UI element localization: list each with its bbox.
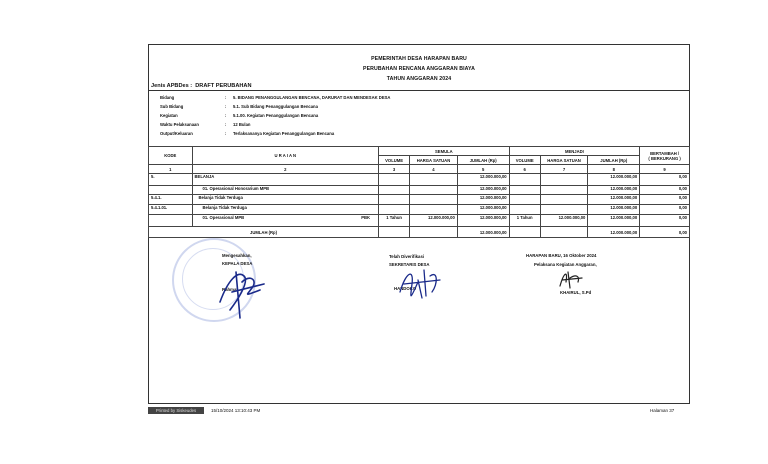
table-row bbox=[149, 195, 690, 205]
info-colon: : bbox=[225, 113, 227, 118]
empty-cell bbox=[509, 227, 540, 238]
sig-left-title1: Mengesahkan, bbox=[222, 253, 252, 258]
info-colon: : bbox=[225, 95, 227, 100]
info-subbidang-label: Sub Bidang bbox=[160, 104, 184, 109]
row-uraian-text: 01. Operasional Honorarium MPB bbox=[202, 186, 270, 191]
row-selisih: 0,00 bbox=[640, 205, 690, 215]
col-volume-semula: VOLUME bbox=[379, 156, 410, 165]
row-harga-semula bbox=[410, 186, 458, 195]
row-harga-menjadi bbox=[540, 195, 588, 205]
row-kode: 5. bbox=[149, 174, 193, 186]
total-label: JUMLAH (Rp) bbox=[149, 227, 379, 238]
row-harga-menjadi bbox=[540, 205, 588, 215]
empty-cell bbox=[410, 227, 458, 238]
info-waktu-value: 12 Bulan bbox=[233, 122, 251, 127]
col-num: 5 bbox=[457, 165, 509, 174]
printed-by-badge: Printed by Siskeudes bbox=[148, 407, 204, 414]
row-harga-menjadi bbox=[540, 186, 588, 195]
info-output-value: Terlaksananya Kegiatan Penanggulangan Bencana bbox=[233, 131, 335, 136]
col-jumlah-semula: JUMLAH (Rp) bbox=[457, 156, 509, 165]
col-bertambah: BERTAMBAH / bbox=[650, 150, 680, 156]
table-row bbox=[149, 186, 690, 195]
row-uraian bbox=[192, 174, 379, 186]
row-kode bbox=[149, 215, 193, 227]
row-volume-menjadi bbox=[509, 195, 540, 205]
row-harga-semula bbox=[410, 205, 458, 215]
row-jumlah-semula: 12.000.000,00 bbox=[457, 215, 509, 227]
row-jumlah-menjadi: 12.000.000,00 bbox=[588, 195, 640, 205]
row-kode: 5.4.1.01. bbox=[149, 205, 193, 215]
sig-mid-title2: SEKRETARIS DESA bbox=[389, 262, 430, 267]
col-menjadi: MENJADI bbox=[509, 147, 640, 156]
jenis-value: DRAFT PERUBAHAN bbox=[195, 83, 252, 89]
row-volume-menjadi: 1 Tahun bbox=[509, 215, 540, 227]
info-colon: : bbox=[225, 131, 227, 136]
info-kegiatan-value: 5.1.00. Kegiatan Penanggulangan Bencana bbox=[233, 113, 319, 118]
total-row bbox=[149, 227, 690, 238]
header-line-3: TAHUN ANGGARAN 2024 bbox=[386, 76, 452, 82]
sig-right-name: KHAIRUL, S.Pd bbox=[560, 290, 592, 295]
row-jumlah-menjadi: 12.000.000,00 bbox=[588, 205, 640, 215]
row-jumlah-menjadi: 12.000.000,00 bbox=[588, 215, 640, 227]
empty-cell bbox=[540, 227, 588, 238]
row-jumlah-menjadi: 12.000.000,00 bbox=[588, 186, 640, 195]
row-uraian bbox=[192, 215, 379, 227]
col-num: 4 bbox=[410, 165, 458, 174]
row-volume-menjadi bbox=[509, 174, 540, 186]
info-subbidang-value: 5.1. Sub Bidang Penanggulangan Bencana bbox=[233, 104, 318, 109]
col-semula: SEMULA bbox=[379, 147, 510, 156]
sekretaris-signature bbox=[392, 262, 452, 302]
sig-mid-title1: Telah Diverifikasi bbox=[389, 254, 425, 259]
col-volume-menjadi: VOLUME bbox=[509, 156, 540, 165]
budget-table bbox=[148, 146, 690, 238]
row-volume-semula bbox=[379, 174, 410, 186]
sig-right-title1: HARAPAN BARU, 16 Oktober 2024 bbox=[526, 253, 597, 258]
row-volume-menjadi bbox=[509, 186, 540, 195]
sig-left-name: Rahmat bbox=[222, 287, 238, 292]
table-row bbox=[149, 174, 690, 186]
row-kode: 5.4.1. bbox=[149, 195, 193, 205]
col-num: 3 bbox=[379, 165, 410, 174]
table-row bbox=[149, 215, 690, 227]
col-num: 8 bbox=[588, 165, 640, 174]
row-uraian-text: Belanja Tidak Terduga bbox=[202, 205, 247, 210]
kepala-desa-signature bbox=[214, 262, 274, 320]
jenis-label: Jenis APBDes : bbox=[151, 83, 193, 89]
row-uraian bbox=[192, 186, 379, 195]
row-jumlah-semula: 12.000.000,00 bbox=[457, 205, 509, 215]
row-jumlah-semula: 12.000.000,00 bbox=[457, 195, 509, 205]
row-uraian bbox=[192, 205, 379, 215]
row-volume-semula bbox=[379, 186, 410, 195]
table-row bbox=[149, 205, 690, 215]
row-uraian-text: 01. Operasional MPB bbox=[202, 215, 245, 220]
footer-page: Halaman 37 bbox=[650, 408, 675, 413]
jenis-apbdes bbox=[151, 83, 252, 89]
row-harga-semula bbox=[410, 174, 458, 186]
col-kode: KODE bbox=[149, 147, 193, 165]
sig-right-title2: Pelaksana Kegiatan Anggaran, bbox=[534, 262, 597, 267]
col-num: 7 bbox=[540, 165, 588, 174]
row-harga-menjadi bbox=[540, 174, 588, 186]
row-selisih: 0,00 bbox=[640, 174, 690, 186]
row-jumlah-menjadi: 12.000.000,00 bbox=[588, 174, 640, 186]
info-colon: : bbox=[225, 122, 227, 127]
column-number-row bbox=[149, 165, 690, 174]
footer-timestamp: 15/10/2024 13:10:43 PM bbox=[211, 408, 261, 413]
info-waktu-label: Waktu Pelaksanaan bbox=[160, 122, 199, 127]
budget-rows bbox=[149, 174, 690, 227]
row-uraian-text: Belanja Tidak Terduga bbox=[198, 195, 243, 200]
row-volume-semula bbox=[379, 195, 410, 205]
total-menjadi: 12.000.000,00 bbox=[588, 227, 640, 238]
sig-left-title2: KEPALA DESA bbox=[222, 261, 253, 266]
header-divider bbox=[148, 90, 690, 91]
info-bidang-value: 5. BIDANG PENANGGULANGAN BENCANA, DARURAT DAN MENDESAK DESA bbox=[233, 95, 391, 100]
header-line-2: PERUBAHAN RENCANA ANGGARAN BIAYA bbox=[363, 66, 475, 72]
info-bidang-label: Bidang bbox=[160, 95, 175, 100]
col-num: 6 bbox=[509, 165, 540, 174]
empty-cell bbox=[379, 227, 410, 238]
row-selisih: 0,00 bbox=[640, 195, 690, 205]
pelaksana-signature bbox=[556, 268, 588, 290]
row-jumlah-semula: 12.000.000,00 bbox=[457, 174, 509, 186]
col-selisih bbox=[640, 147, 690, 165]
row-uraian bbox=[192, 195, 379, 205]
col-num: 9 bbox=[640, 165, 690, 174]
col-harga-menjadi: HARGA SATUAN bbox=[540, 156, 588, 165]
row-harga-menjadi: 12.000.000,00 bbox=[540, 215, 588, 227]
row-harga-semula: 12.000.000,00 bbox=[410, 215, 458, 227]
sig-mid-name: HANDOKO bbox=[394, 286, 417, 291]
total-semula: 12.000.000,00 bbox=[457, 227, 509, 238]
col-num: 2 bbox=[192, 165, 379, 174]
total-selisih: 0,00 bbox=[640, 227, 690, 238]
row-selisih: 0,00 bbox=[640, 186, 690, 195]
row-selisih: 0,00 bbox=[640, 215, 690, 227]
header-line-1: PEMERINTAH DESA HARAPAN BARU bbox=[371, 56, 467, 62]
col-jumlah-menjadi: JUMLAH (Rp) bbox=[588, 156, 640, 165]
col-berkurang: ( BERKURANG ) bbox=[648, 155, 681, 161]
row-jumlah-semula: 12.000.000,00 bbox=[457, 186, 509, 195]
col-harga-semula: HARGA SATUAN bbox=[410, 156, 458, 165]
row-volume-semula: 1 Tahun bbox=[379, 215, 410, 227]
row-kode bbox=[149, 186, 193, 195]
info-output-label: Output/Keluaran bbox=[160, 131, 193, 136]
row-uraian-text: BELANJA bbox=[194, 174, 215, 179]
info-colon: : bbox=[225, 104, 227, 109]
row-volume-semula bbox=[379, 205, 410, 215]
row-satuan: PBK bbox=[361, 215, 371, 220]
row-volume-menjadi bbox=[509, 205, 540, 215]
col-num: 1 bbox=[149, 165, 193, 174]
col-uraian: U R A I A N bbox=[192, 147, 379, 165]
info-kegiatan-label: Kegiatan bbox=[160, 113, 178, 118]
row-harga-semula bbox=[410, 195, 458, 205]
